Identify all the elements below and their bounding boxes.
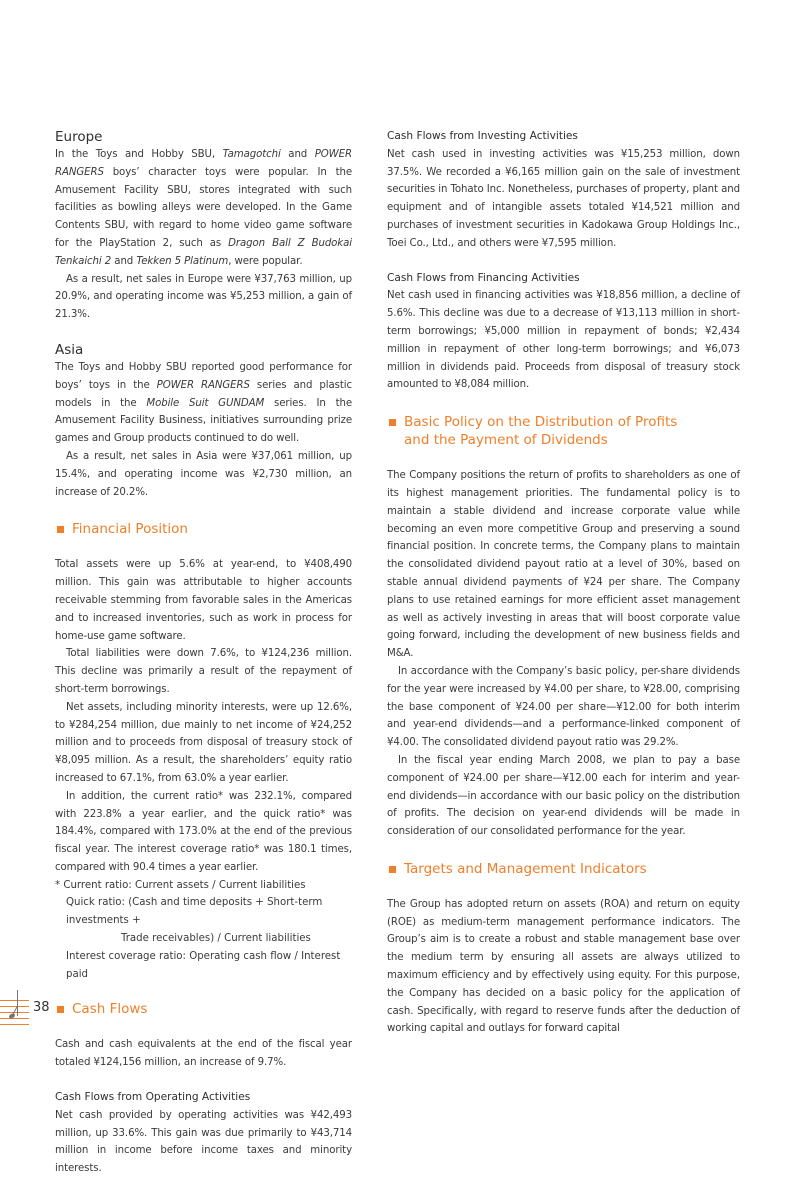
europe-paragraph-2: As a result, net sales in Europe were ¥37,763 million, up 20.9%, and operating income was ¥5,253 million, a gain of 21.3%. <box>55 273 352 321</box>
dividend-policy-section <box>387 413 740 841</box>
investing-activities-section <box>387 128 740 253</box>
cash-flows-heading: Cash Flows <box>55 1000 352 1018</box>
operating-activities-text: Net cash provided by operating activities was ¥42,493 million, up 33.6%. This gain was due primarily to ¥43,714 million in income before income taxes and minority interests. <box>55 1109 352 1175</box>
asia-paragraph-1: The Toys and Hobby SBU reported good performance for boys’ toys in the POWER RANGERS series and plastic models in the Mobile Suit GUNDAM series. In the Amusement Facility Business, initiatives surrounding prize games and Group products continued to do well. <box>55 361 353 445</box>
europe-section <box>55 128 352 324</box>
orange-square-bullet-icon <box>57 526 64 533</box>
financial-position-paragraph: Total liabilities were down 7.6%, to ¥124,236 million. This decline was primarily a result of the repayment of short-term borrowings. <box>55 648 352 695</box>
targets-heading: Targets and Management Indicators <box>387 860 740 878</box>
dividend-policy-heading: Basic Policy on the Distribution of Profits and the Payment of Dividends <box>387 413 740 449</box>
page-footer <box>0 998 120 1028</box>
ratio-footnotes: * Current ratio: Current assets / Current liabilities Quick ratio: (Cash and time deposits + Short-term investments + Trade receivables) / Current liabilities Interest coverage ratio: Operating cash flow / Interest paid <box>55 879 341 980</box>
operating-activities-heading: Cash Flows from Operating Activities <box>55 1091 251 1104</box>
financial-position-heading: Financial Position <box>55 520 352 538</box>
europe-paragraph-1: In the Toys and Hobby SBU, Tamagotchi and POWER RANGERS boys’ character toys were popular. In the Amusement Facility SBU, stores integrated with such facilities as bowling alleys were developed. In the Game Contents SBU, with regard to home video game software for the PlayStation 2, such as Dragon Ball Z Budokai Tenkaichi 2 and Tekken 5 Platinum, were popular. <box>55 149 352 267</box>
investing-activities-heading: Cash Flows from Investing Activities <box>387 130 578 142</box>
dividend-policy-paragraph: The Company positions the return of profits to shareholders as one of its highest management priorities. The fundamental policy is to maintain a stable dividend and increase corporate value while becoming an even more competitive Group and preserving a sound financial position. In concrete terms, the Company plans to maintain the consolidated dividend payout ratio at a level of 30%, based on stable annual dividend payments of ¥24 per share. The Company plans to use retained earnings for more efficient asset management as well as actively investing in areas that will boost corporate value going forward, including the development of new business fields and M&A. <box>387 470 740 660</box>
asia-paragraph-2: As a result, net sales in Asia were ¥37,061 million, up 15.4%, and operating income was ¥2,730 million, an increase of 20.2%. <box>55 450 352 498</box>
orange-square-bullet-icon <box>389 419 396 426</box>
financial-position-paragraph: Net assets, including minority interests, were up 12.6%, to ¥284,254 million, due mainly to net income of ¥24,252 million and to proceeds from disposal of treasury stock of ¥8,095 million. As a result, the shareholders’ equity ratio increased to 67.1%, from 63.0% a year earlier. <box>55 701 352 784</box>
cash-flows-intro: Cash and cash equivalents at the end of the fiscal year totaled ¥124,156 million, an increase of 9.7%. <box>55 1039 352 1069</box>
financing-activities-section <box>387 270 740 395</box>
dividend-policy-paragraph: In accordance with the Company’s basic policy, per-share dividends for the year were increased by ¥4.00 per share, to ¥28.00, comprising the base component of ¥24.00 per share—¥12.00 for both interim and year-end dividends—and a performance-linked component of ¥4.00. The consolidated dividend payout ratio was 29.2%. <box>387 665 740 749</box>
asia-section <box>55 341 352 501</box>
financial-position-paragraph: Total assets were up 5.6% at year-end, to ¥408,490 million. This gain was attributable to higher accounts receivable stemming from favorable sales in the Americas and to increased inventories, such as work in process for home-use game software. <box>55 559 352 642</box>
targets-section <box>387 860 740 1038</box>
asia-heading: Asia <box>55 341 84 358</box>
financial-position-paragraph: In addition, the current ratio* was 232.1%, compared with 223.8% a year earlier, and the quick ratio* was 184.4%, compared with 173.0% at the end of the previous fiscal year. The interest coverage ratio* was 180.1 times, compared with 90.4 times a year earlier. <box>55 790 352 873</box>
page-number: 38 <box>33 1000 50 1015</box>
europe-heading: Europe <box>55 129 103 145</box>
dividend-policy-paragraph: In the fiscal year ending March 2008, we plan to pay a base component of ¥24.00 per share—¥12.00 each for interim and year-end dividends—in accordance with our basic policy on the distribution of profits. The decision on year-end dividends will be made in consideration of our consolidated performance for the year. <box>387 754 740 838</box>
right-column <box>387 128 740 1038</box>
orange-square-bullet-icon <box>389 866 396 873</box>
financing-activities-text: Net cash used in financing activities was ¥18,856 million, a decline of 5.6%. This decline was due to a decrease of ¥13,113 million in short-term borrowings; ¥5,000 million in repayment of bonds; ¥2,434 million in repayment of other long-term borrowings; and ¥6,073 million in dividends paid. Proceeds from disposal of treasury stock amounted to ¥8,084 million. <box>387 290 740 391</box>
music-note-icon <box>6 990 20 1024</box>
investing-activities-text: Net cash used in investing activities was ¥15,253 million, down 37.5%. We recorded a ¥6,165 million gain on the sale of investment securities in Tohato Inc. Nonetheless, purchases of property, plant and equipment and of intangible assets totaled ¥14,521 million and purchases of investment securities in Kadokawa Group Holdings Inc., Toei Co., Ltd., and others were ¥7,595 million. <box>387 148 740 249</box>
financial-position-section <box>55 520 352 983</box>
financing-activities-heading: Cash Flows from Financing Activities <box>387 271 580 284</box>
targets-text: The Group has adopted return on assets (ROA) and return on equity (ROE) as medium-term management performance indicators. The Group’s aim is to create a robust and stable management base over the medium term by ensuring all assets are always utilized to maximum efficiency and by effectively using equity. For this purpose, the Company has decided on a basic policy for the application of cash. Specifically, with regard to reserve funds after the deduction of working capital and outlays for forward capital <box>387 898 740 1035</box>
